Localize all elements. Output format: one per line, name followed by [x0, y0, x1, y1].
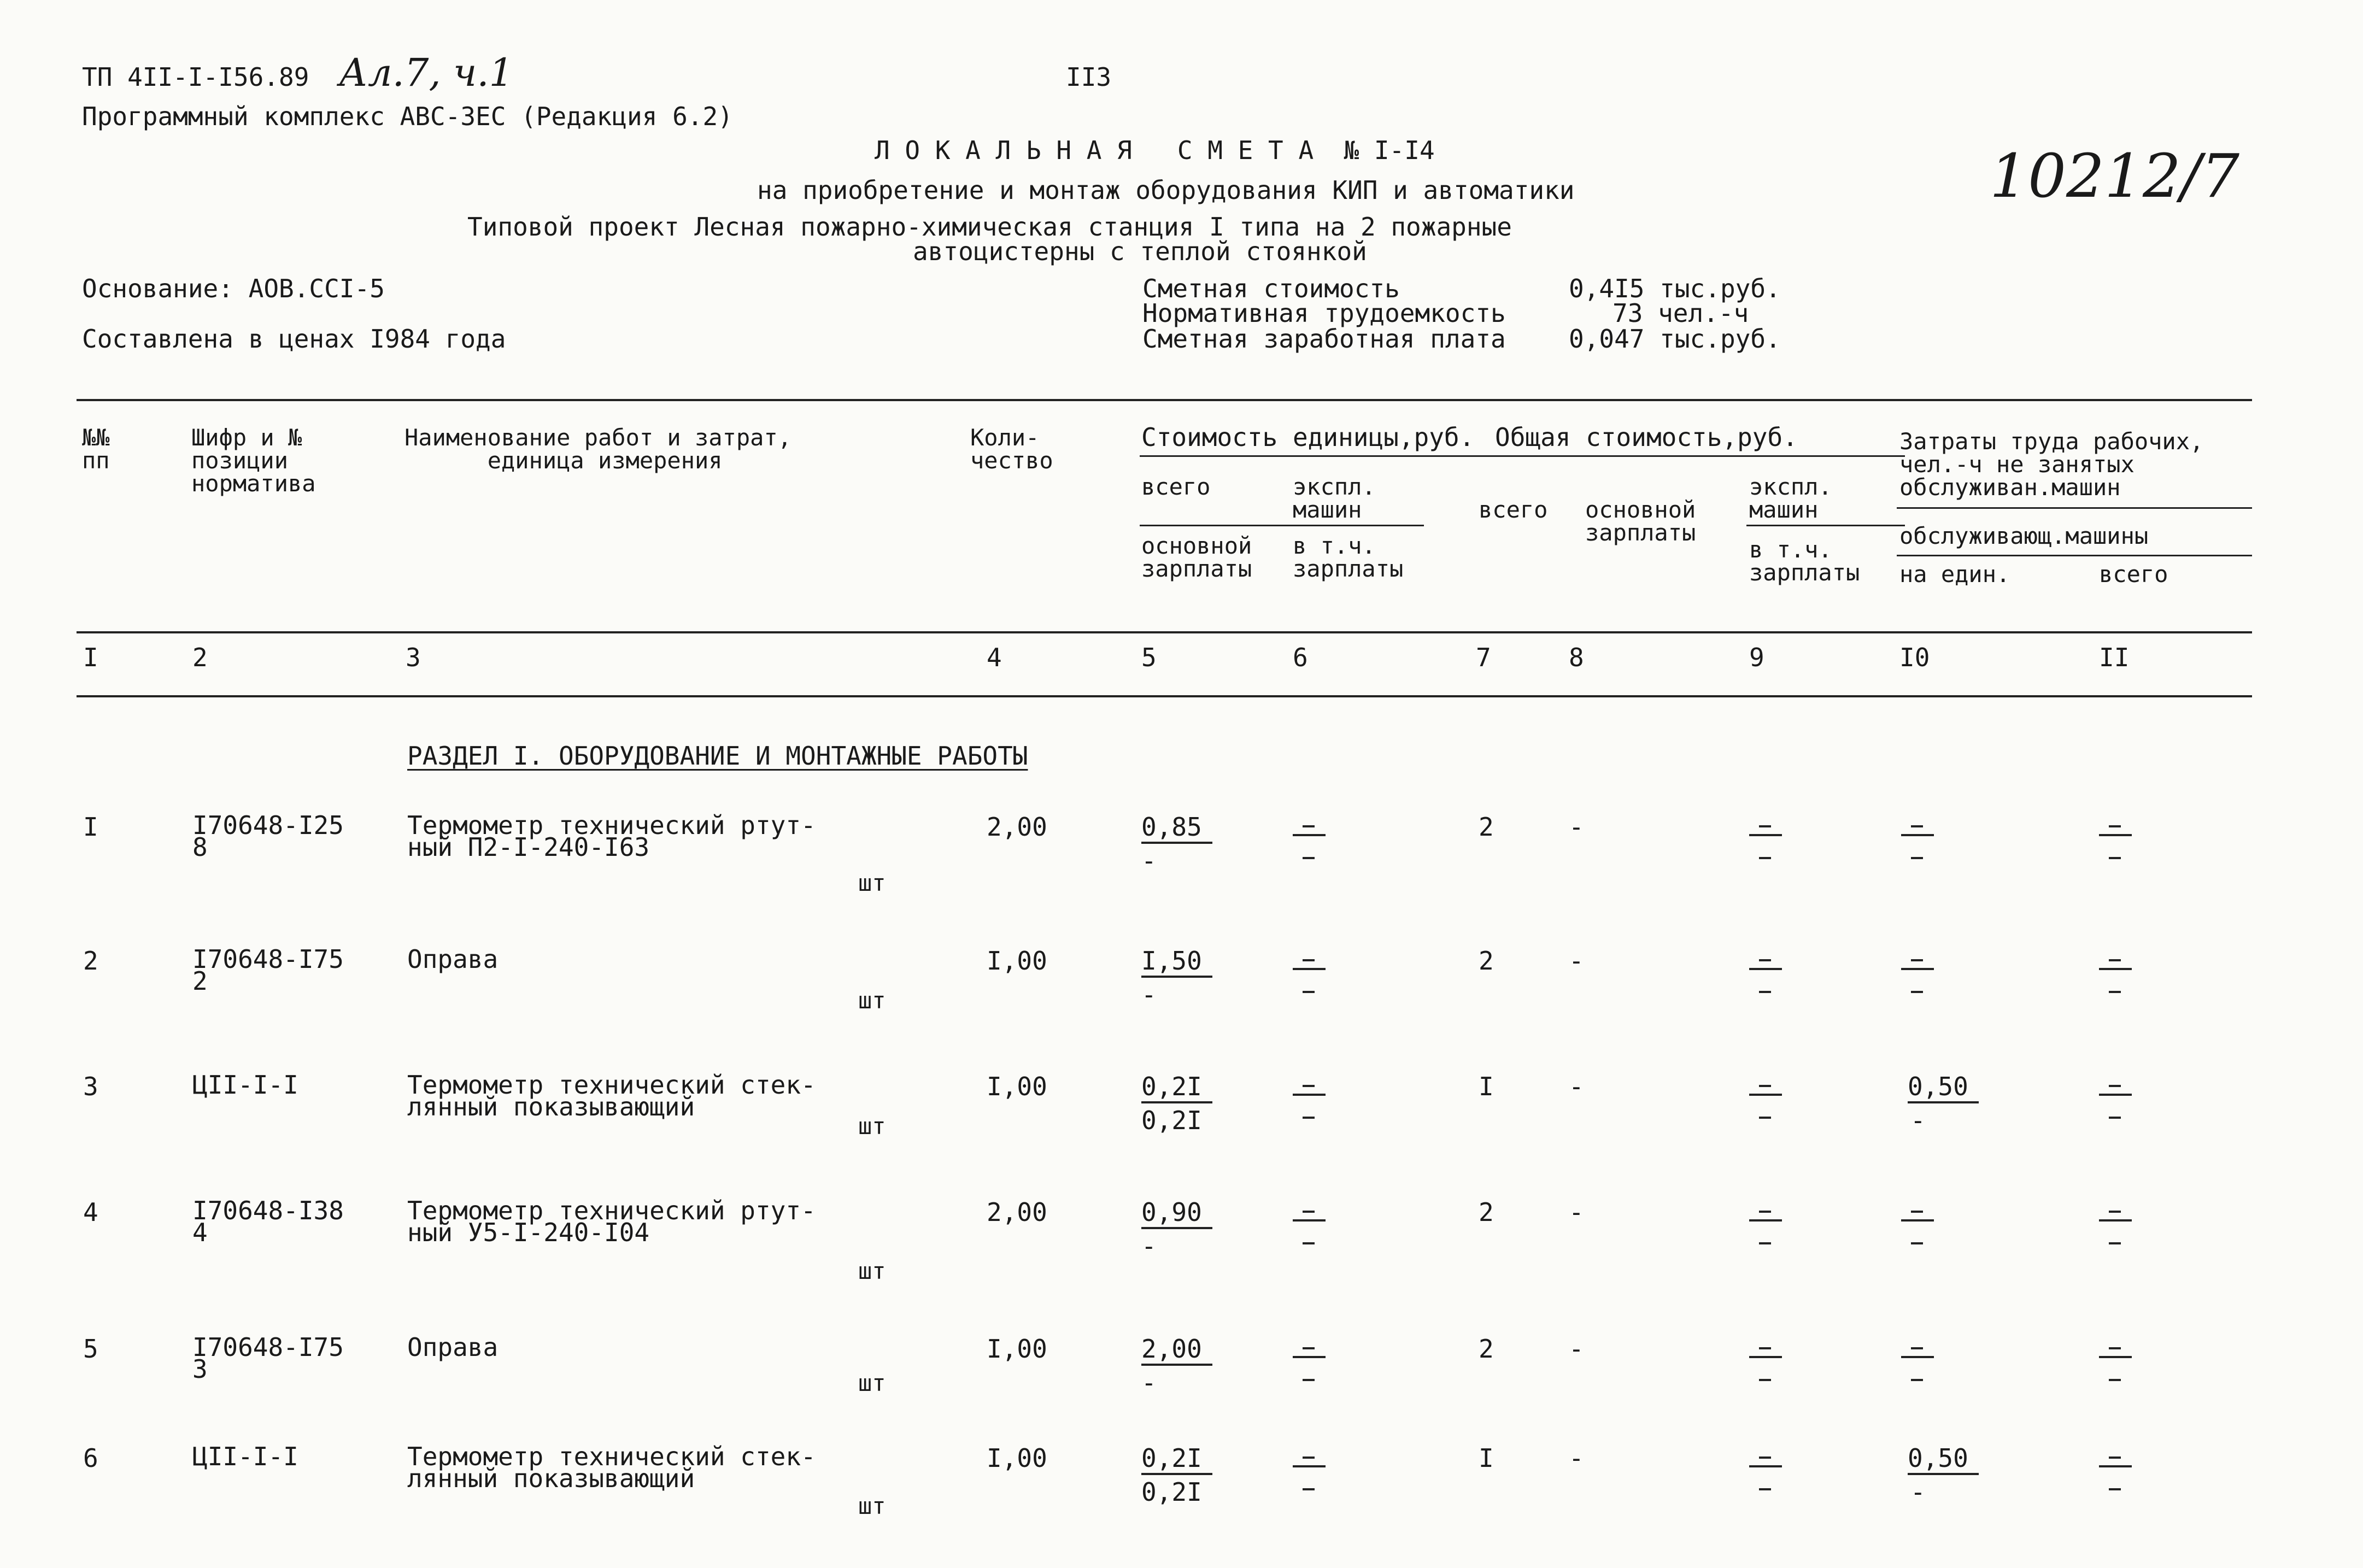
row-quantity: 2,00: [987, 812, 1047, 842]
row-machine-cost-empty: [1293, 819, 1331, 873]
row-labor-total-empty: [2099, 953, 2137, 1007]
col-header-unit-cost: Стоимость единицы,руб.: [1141, 422, 1475, 452]
row-unit-cost-wages: 0,2I: [1141, 1477, 1202, 1507]
col-number-8: 8: [1569, 643, 1584, 672]
row-labor-total-empty: [2099, 1450, 2137, 1505]
row-total-cost: 2: [1479, 946, 1494, 976]
row-total-cost: 2: [1479, 812, 1494, 842]
row-quantity: I,00: [987, 1072, 1047, 1101]
software-line: Программный комплекс АВС-ЗЕС (Редакция 6.2): [82, 102, 733, 131]
col-header-code: Шифр и № позиции норматива: [191, 424, 316, 497]
row-labor-per-unit: 0,50: [1908, 1074, 1979, 1103]
row-unit-cost-wages: -: [1141, 980, 1157, 1009]
row-quantity: I,00: [987, 1334, 1047, 1364]
row-unit-cost-wages: -: [1141, 1231, 1157, 1261]
row-total-wages: -: [1569, 1072, 1584, 1101]
summary-wage-value: 0,047 тыс.руб.: [1569, 324, 1781, 354]
header-bottom-rule: [77, 631, 2252, 633]
col-header-total-cost: Общая стоимость,руб.: [1495, 422, 1798, 452]
row-unit: шт: [858, 987, 886, 1014]
row-unit: шт: [858, 1493, 886, 1519]
row-machine-cost-empty: [1293, 1078, 1331, 1133]
col6-top-label: экспл. машин: [1293, 473, 1376, 523]
table-top-rule: [77, 399, 2252, 401]
row-code: I70648-I75 2: [192, 944, 344, 996]
row-labor-per-unit-empty: [1901, 1204, 1939, 1259]
row-name: Термометр технический стек- лянный показывающий: [407, 1070, 816, 1121]
row-machine-cost-empty: [1293, 953, 1331, 1007]
row-total-machine-empty: [1749, 819, 1787, 873]
row-total-wages: -: [1569, 1443, 1584, 1473]
row-number: 2: [83, 946, 98, 976]
col7-label: всего: [1479, 496, 1548, 523]
row-labor-per-unit-empty: [1901, 819, 1939, 873]
row-name: Оправа: [407, 944, 499, 974]
row-unit-cost-wages: -: [1141, 846, 1157, 876]
row-labor-total-empty: [2099, 1204, 2137, 1259]
col-number-9: 9: [1749, 643, 1764, 672]
row-total-wages: -: [1569, 812, 1584, 842]
handwritten-reference: Ал.7, ч.1: [339, 50, 514, 95]
column-numbers-rule: [77, 695, 2252, 697]
row-quantity: 2,00: [987, 1197, 1047, 1227]
section-title: РАЗДЕЛ I. ОБОРУДОВАНИЕ И МОНТАЖНЫЕ РАБОТЫ: [407, 741, 1028, 771]
row-unit-cost-wages: -: [1141, 1368, 1157, 1397]
row-total-wages: -: [1569, 1197, 1584, 1227]
row-labor-total-empty: [2099, 1341, 2137, 1395]
summary-cost-label: Сметная стоимость: [1142, 274, 1400, 303]
row-code: I70648-I75 3: [192, 1332, 344, 1384]
labor-sub-rule-2: [1897, 555, 2252, 556]
row-labor-per-unit-empty: [1901, 1341, 1939, 1395]
row-quantity: I,00: [987, 946, 1047, 976]
col9-top-label: экспл. машин: [1749, 473, 1832, 523]
row-unit-cost-wages: 0,2I: [1141, 1106, 1202, 1135]
row-labor-per-unit-machines: -: [1910, 1477, 1926, 1507]
unit-cost-sub-rule: [1140, 525, 1424, 526]
row-number: 4: [83, 1197, 98, 1227]
row-unit-cost-total: I,50: [1141, 948, 1212, 978]
basis-label: Основание: АОВ.ССI-5: [82, 274, 385, 303]
row-total-cost: 2: [1479, 1197, 1494, 1227]
row-name: Термометр технический стек- лянный показывающий: [407, 1442, 816, 1493]
row-total-wages: -: [1569, 946, 1584, 976]
summary-wage-label: Сметная заработная плата: [1142, 324, 1506, 354]
row-total-machine-empty: [1749, 1450, 1787, 1505]
col8-label: основной зарплаты: [1585, 496, 1696, 546]
row-quantity: I,00: [987, 1443, 1047, 1473]
col10-label: на един.: [1899, 561, 2010, 588]
col5-bottom-label: основной зарплаты: [1141, 532, 1252, 582]
row-labor-per-unit-empty: [1901, 953, 1939, 1007]
col-header-quantity: Коли- чество: [970, 424, 1053, 474]
row-machine-cost-empty: [1293, 1341, 1331, 1395]
row-code: I70648-I25 8: [192, 811, 344, 862]
summary-labor-label: Нормативная трудоемкость: [1142, 298, 1506, 328]
row-total-machine-empty: [1749, 1341, 1787, 1395]
row-machine-cost-empty: [1293, 1450, 1331, 1505]
estimate-title: Л О К А Л Ь Н А Я С М Е Т А № I-I4: [875, 136, 1435, 165]
col-number-10: I0: [1899, 643, 1930, 672]
col-header-number: №№ пп: [82, 424, 110, 474]
row-unit-cost-total: 0,2I: [1141, 1446, 1212, 1475]
row-name: Оправа: [407, 1332, 499, 1362]
col11-label: всего: [2099, 561, 2168, 588]
summary-cost-value: 0,4I5 тыс.руб.: [1569, 274, 1781, 303]
handwritten-archive-number: 10212/7: [1990, 141, 2239, 211]
labor-sub-label: обслуживающ.машины: [1899, 522, 2149, 549]
page-number: II3: [1066, 62, 1112, 92]
row-code: I70648-I38 4: [192, 1196, 344, 1247]
summary-labor-value: 73 чел.-ч: [1613, 298, 1749, 328]
row-unit-cost-total: 0,85: [1141, 814, 1212, 844]
row-total-cost: I: [1479, 1072, 1494, 1101]
row-number: 5: [83, 1334, 98, 1364]
row-labor-total-empty: [2099, 819, 2137, 873]
row-machine-cost-empty: [1293, 1204, 1331, 1259]
col-header-name: Наименование работ и затрат, единица измерения: [404, 424, 792, 474]
row-unit: шт: [858, 1113, 886, 1140]
col-number-4: 4: [987, 643, 1002, 672]
estimate-subtitle: на приобретение и монтаж оборудования КИП и автоматики: [757, 175, 1575, 205]
document-code: ТП 4II-I-I56.89: [82, 62, 309, 92]
col-number-5: 5: [1141, 643, 1157, 672]
total-mach-sub-rule: [1746, 525, 1905, 526]
row-total-machine-empty: [1749, 1078, 1787, 1133]
col9-bottom-label: в т.ч. зарплаты: [1749, 536, 1860, 586]
row-number: 3: [83, 1072, 98, 1101]
row-unit: шт: [858, 1370, 886, 1396]
row-number: 6: [83, 1443, 98, 1473]
row-labor-total-empty: [2099, 1078, 2137, 1133]
row-code: ЦII-I-I: [192, 1442, 298, 1471]
col-number-2: 2: [192, 643, 208, 672]
col-number-11: II: [2099, 643, 2130, 672]
row-total-cost: 2: [1479, 1334, 1494, 1364]
col-number-7: 7: [1476, 643, 1491, 672]
col5-top-label: всего: [1141, 473, 1211, 500]
row-unit-cost-total: 2,00: [1141, 1336, 1212, 1366]
row-name: Термометр технический ртут- ный П2-I-240-I63: [407, 811, 816, 862]
row-total-wages: -: [1569, 1334, 1584, 1364]
labor-sub-rule-1: [1897, 507, 2252, 509]
row-total-machine-empty: [1749, 953, 1787, 1007]
row-total-cost: I: [1479, 1443, 1494, 1473]
col-number-1: I: [83, 643, 98, 672]
row-unit-cost-total: 0,2I: [1141, 1074, 1212, 1103]
project-name: Типовой проект Лесная пожарно-химическая станция I типа на 2 пожарные: [467, 212, 1512, 242]
col-number-6: 6: [1293, 643, 1308, 672]
row-unit-cost-total: 0,90: [1141, 1200, 1212, 1229]
col-number-3: 3: [406, 643, 421, 672]
col-header-labor: Затраты труда рабочих, чел.-ч не занятых обслуживан.машин: [1899, 428, 2204, 501]
price-level: Составлена в ценах I984 года: [82, 324, 506, 354]
row-name: Термометр технический ртут- ный У5-I-240-I04: [407, 1196, 816, 1247]
row-total-machine-empty: [1749, 1204, 1787, 1259]
row-code: ЦII-I-I: [192, 1070, 298, 1100]
row-labor-per-unit: 0,50: [1908, 1446, 1979, 1475]
row-unit: шт: [858, 870, 886, 896]
project-name-continued: автоцистерны с теплой стоянкой: [913, 237, 1367, 266]
cost-header-rule: [1140, 455, 1905, 457]
row-unit: шт: [858, 1258, 886, 1284]
row-number: I: [83, 812, 98, 842]
col6-bottom-label: в т.ч. зарплаты: [1293, 532, 1404, 582]
row-labor-per-unit-machines: -: [1910, 1106, 1926, 1135]
